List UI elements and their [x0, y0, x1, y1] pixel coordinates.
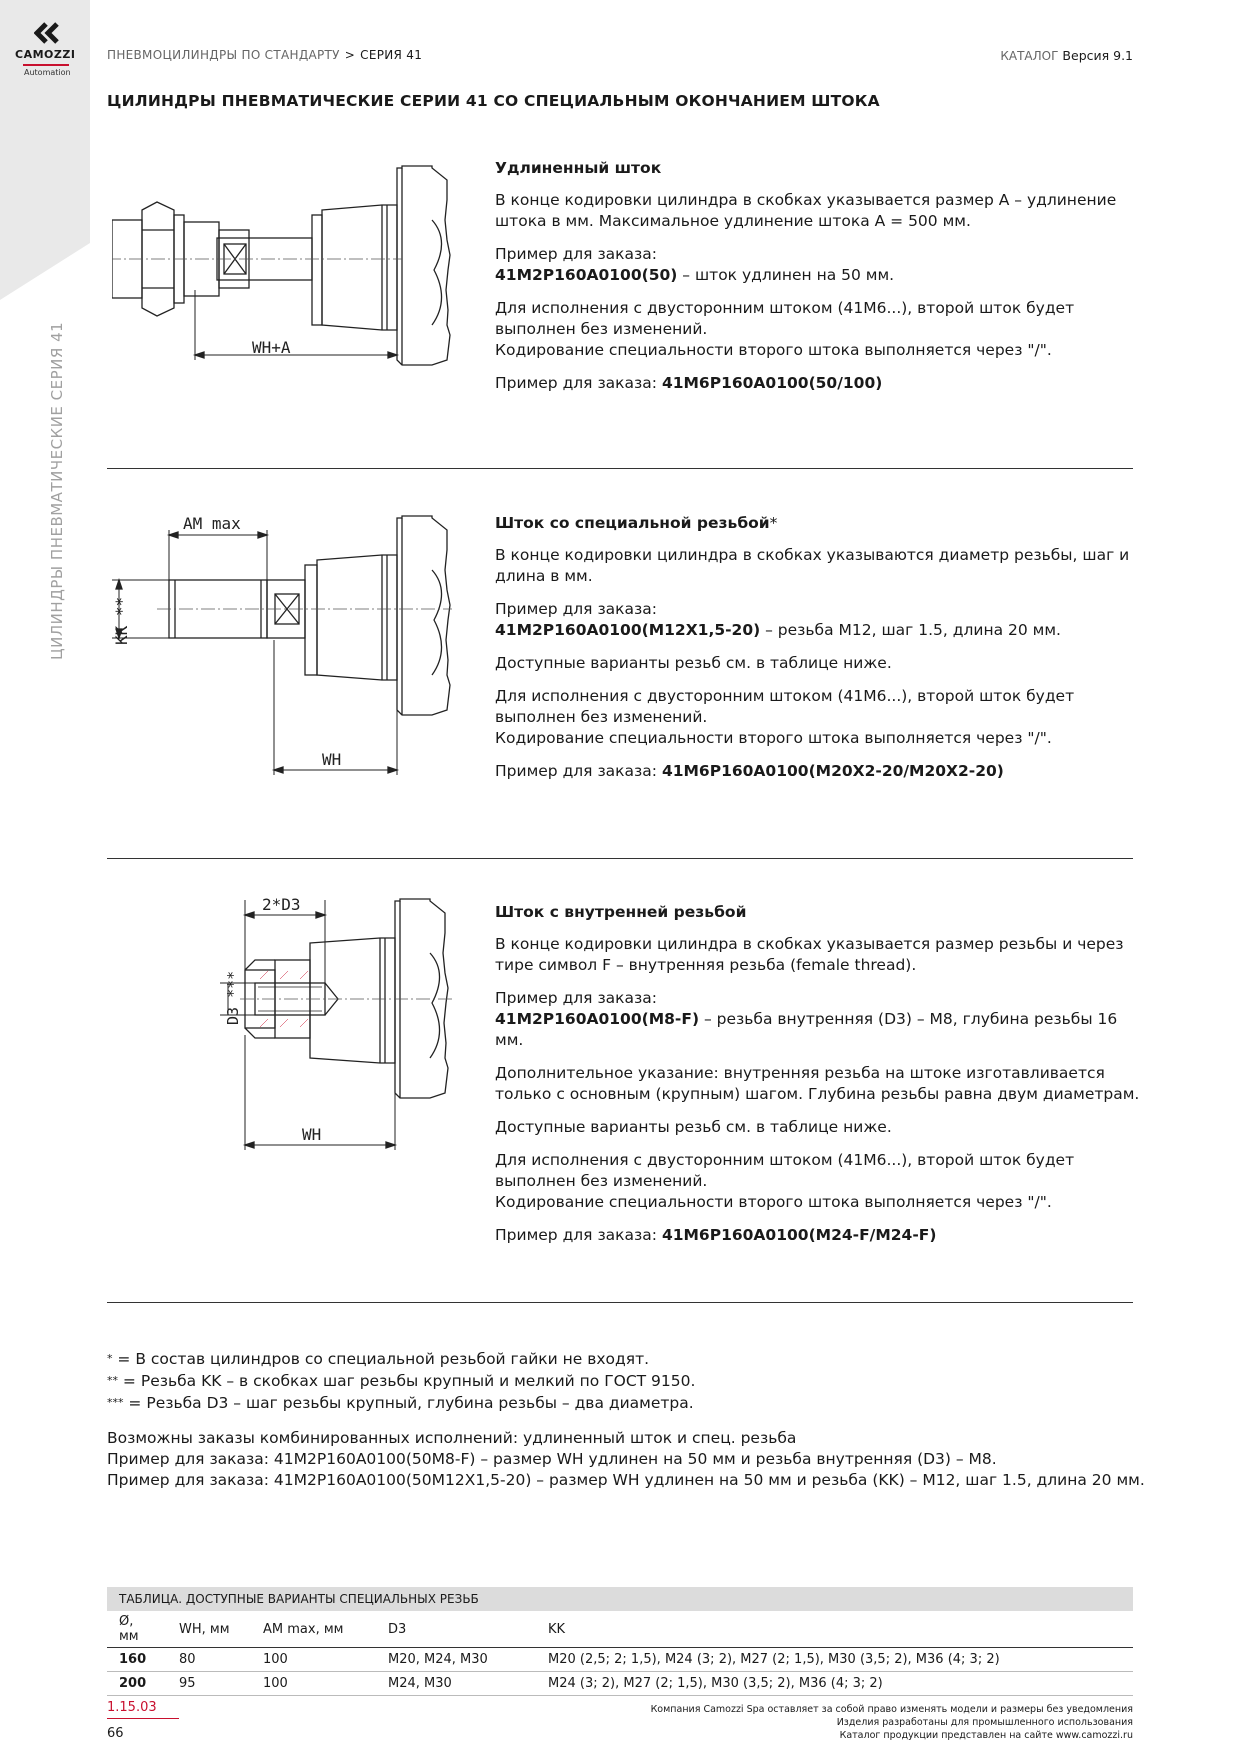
- column-header: WH, мм: [167, 1611, 251, 1648]
- disclaimer-line: Каталог продукции представлен на сайте www.camozzi.ru: [839, 1730, 1133, 1741]
- table-cell: M24, M30: [376, 1672, 536, 1696]
- special-thread-drawing: [107, 510, 462, 780]
- table-row: [107, 1648, 1133, 1672]
- dimension-2d3: 2*D3: [262, 895, 301, 914]
- sidebar: [0, 0, 90, 1754]
- catalog-label: КАТАЛОГ: [1000, 49, 1059, 63]
- section-paragraph: В конце кодировки цилиндра в скобках указывается размер A – удлинение штока в мм. Максимальное удлинение штока A = 500 мм.: [495, 191, 1117, 230]
- section-heading: Удлиненный шток: [495, 159, 662, 177]
- section-divider: [107, 858, 1133, 859]
- section-paragraph: В конце кодировки цилиндра в скобках указываются диаметр резьбы, шаг и длина в мм.: [495, 546, 1130, 585]
- table-cell: 100: [251, 1648, 376, 1672]
- dimension-wh-plus-a: WH+A: [252, 338, 291, 357]
- logo-panel: [0, 0, 90, 300]
- section-paragraph: Доступные варианты резьб см. в таблице ниже.: [495, 654, 892, 672]
- order-example: Пример для заказа: 41M6P160A0100(50/100): [495, 374, 883, 392]
- order-code: 41M2P160A0100(M8-F): [495, 1010, 700, 1028]
- combined-line: Пример для заказа: 41M2P160A0100(50M8-F) – размер WH удлинен на 50 мм и резьба внутренняя (D3) – M8.: [107, 1450, 997, 1468]
- order-code: 41M6P160A0100(50/100): [661, 374, 883, 392]
- breadcrumb-current: СЕРИЯ 41: [360, 48, 423, 62]
- breadcrumb: [107, 48, 422, 62]
- table-cell: 100: [251, 1672, 376, 1696]
- footnote-mark: *: [769, 514, 778, 532]
- extended-rod-drawing: [112, 160, 462, 410]
- combined-options: [107, 1428, 1145, 1491]
- column-header: Ø, мм: [107, 1611, 167, 1648]
- section-heading: Шток со специальной резьбой*: [495, 514, 778, 532]
- version-label: Версия 9.1: [1062, 48, 1133, 63]
- order-code: 41M2P160A0100(50): [495, 266, 678, 284]
- catalog-version: [1000, 48, 1133, 63]
- footnote: * = В состав цилиндров со специальной резьбой гайки не входят.: [107, 1350, 650, 1368]
- section-divider: [107, 468, 1133, 469]
- column-header: AM max, мм: [251, 1611, 376, 1648]
- sidebar-vertical-label: ЦИЛИНДРЫ ПНЕВМАТИЧЕСКИЕ СЕРИЯ 41: [48, 321, 66, 660]
- dimension-d3: D3 ***: [224, 970, 242, 1025]
- table-cell: M24 (3; 2), M27 (2; 1,5), M30 (3,5; 2), M36 (4; 3; 2): [536, 1672, 1133, 1696]
- column-header: D3: [376, 1611, 536, 1648]
- breadcrumb-parent[interactable]: ПНЕВМОЦИЛИНДРЫ ПО СТАНДАРТУ: [107, 48, 340, 62]
- order-example: Пример для заказа: 41M6P160A0100(M20X2-20/M20X2-20): [495, 762, 1004, 780]
- table-cell: 200: [107, 1672, 167, 1696]
- section-paragraph: Доступные варианты резьб см. в таблице ниже.: [495, 1118, 892, 1136]
- section-extended-rod: [495, 158, 1145, 406]
- table-cell: 80: [167, 1648, 251, 1672]
- order-example: Пример для заказа: 41M6P160A0100(M24-F/M24-F): [495, 1226, 937, 1244]
- column-header: KK: [536, 1611, 1133, 1648]
- footnote: ** = Резьба KK – в скобках шаг резьбы крупный и мелкий по ГОСТ 9150.: [107, 1372, 696, 1390]
- breadcrumb-separator: >: [344, 48, 356, 62]
- brand-underline: [23, 64, 69, 66]
- order-code: 41M2P160A0100(M12X1,5-20): [495, 621, 761, 639]
- page-code-underline: [107, 1718, 179, 1719]
- table-cell: M20, M24, M30: [376, 1648, 536, 1672]
- page-title: ЦИЛИНДРЫ ПНЕВМАТИЧЕСКИЕ СЕРИИ 41 СО СПЕЦИАЛЬНЫМ ОКОНЧАНИЕМ ШТОКА: [107, 92, 880, 110]
- footnote: *** = Резьба D3 – шаг резьбы крупный, глубина резьбы – два диаметра.: [107, 1394, 694, 1412]
- section-paragraph: В конце кодировки цилиндра в скобках указывается размер резьбы и через тире символ F – внутренняя резьба (female thread).: [495, 935, 1124, 974]
- dimension-kk: KK **: [112, 596, 131, 645]
- section-paragraph: Для исполнения с двусторонним штоком (41M6...), второй шток будет выполнен без изменений. Кодирование специальности второго штока выполняется через "/".: [495, 687, 1075, 747]
- combined-line: Возможны заказы комбинированных исполнений: удлиненный шток и спец. резьба: [107, 1429, 797, 1447]
- disclaimer: [651, 1703, 1133, 1742]
- section-special-thread: [495, 513, 1145, 794]
- order-code: 41M6P160A0100(M24-F/M24-F): [661, 1226, 937, 1244]
- order-example: Пример для заказа: 41M2P160A0100(M8-F) – резьба внутренняя (D3) – M8, глубина резьбы 16 мм.: [495, 989, 1118, 1049]
- disclaimer-line: Компания Camozzi Spa оставляет за собой право изменять модели и размеры без уведомления: [650, 1704, 1133, 1715]
- table-row: [107, 1672, 1133, 1696]
- order-example: Пример для заказа: 41M2P160A0100(50) – шток удлинен на 50 мм.: [495, 245, 895, 284]
- dimension-am-max: AM max: [183, 514, 241, 533]
- section-internal-thread: [495, 902, 1145, 1258]
- table-cell: M20 (2,5; 2; 1,5), M24 (3; 2), M27 (2; 1,5), M30 (3,5; 2), M36 (4; 3; 2): [536, 1648, 1133, 1672]
- brand-tagline: Automation: [24, 68, 71, 77]
- internal-thread-drawing: [220, 895, 460, 1155]
- table-cell: 95: [167, 1672, 251, 1696]
- camozzi-logo-icon: [34, 22, 60, 44]
- section-paragraph: Дополнительное указание: внутренняя резьба на штоке изготавливается только с основным (крупным) шагом. Глубина резьбы равна двум диаметрам.: [495, 1064, 1140, 1103]
- combined-line: Пример для заказа: 41M2P160A0100(50M12X1,5-20) – размер WH удлинен на 50 мм и резьба (KK) – M12, шаг 1.5, длина 20 мм.: [107, 1471, 1145, 1489]
- brand-name: CAMOZZI: [15, 48, 76, 61]
- table-caption: ТАБЛИЦА. ДОСТУПНЫЕ ВАРИАНТЫ СПЕЦИАЛЬНЫХ РЕЗЬБ: [107, 1587, 1133, 1611]
- page-number: 66: [107, 1726, 124, 1741]
- order-code: 41M6P160A0100(M20X2-20/M20X2-20): [661, 762, 1004, 780]
- order-example: Пример для заказа: 41M2P160A0100(M12X1,5-20) – резьба M12, шаг 1.5, длина 20 мм.: [495, 600, 1061, 639]
- section-paragraph: Для исполнения с двусторонним штоком (41M6...), второй шток будет выполнен без изменений. Кодирование специальности второго штока выполняется через "/".: [495, 299, 1075, 359]
- dimension-wh: WH: [322, 750, 342, 769]
- disclaimer-line: Изделия разработаны для промышленного использования: [836, 1717, 1133, 1728]
- table-header-row: [107, 1611, 1133, 1648]
- table-cell: 160: [107, 1648, 167, 1672]
- table: [107, 1611, 1133, 1696]
- thread-variants-table: [107, 1587, 1133, 1696]
- section-heading: Шток с внутренней резьбой: [495, 903, 747, 921]
- dimension-wh: WH: [302, 1125, 322, 1144]
- section-divider: [107, 1302, 1133, 1303]
- section-paragraph: Для исполнения с двусторонним штоком (41M6...), второй шток будет выполнен без изменений. Кодирование специальности второго штока выполняется через "/".: [495, 1151, 1075, 1211]
- footnotes: [107, 1348, 695, 1414]
- page-code: 1.15.03: [107, 1700, 157, 1715]
